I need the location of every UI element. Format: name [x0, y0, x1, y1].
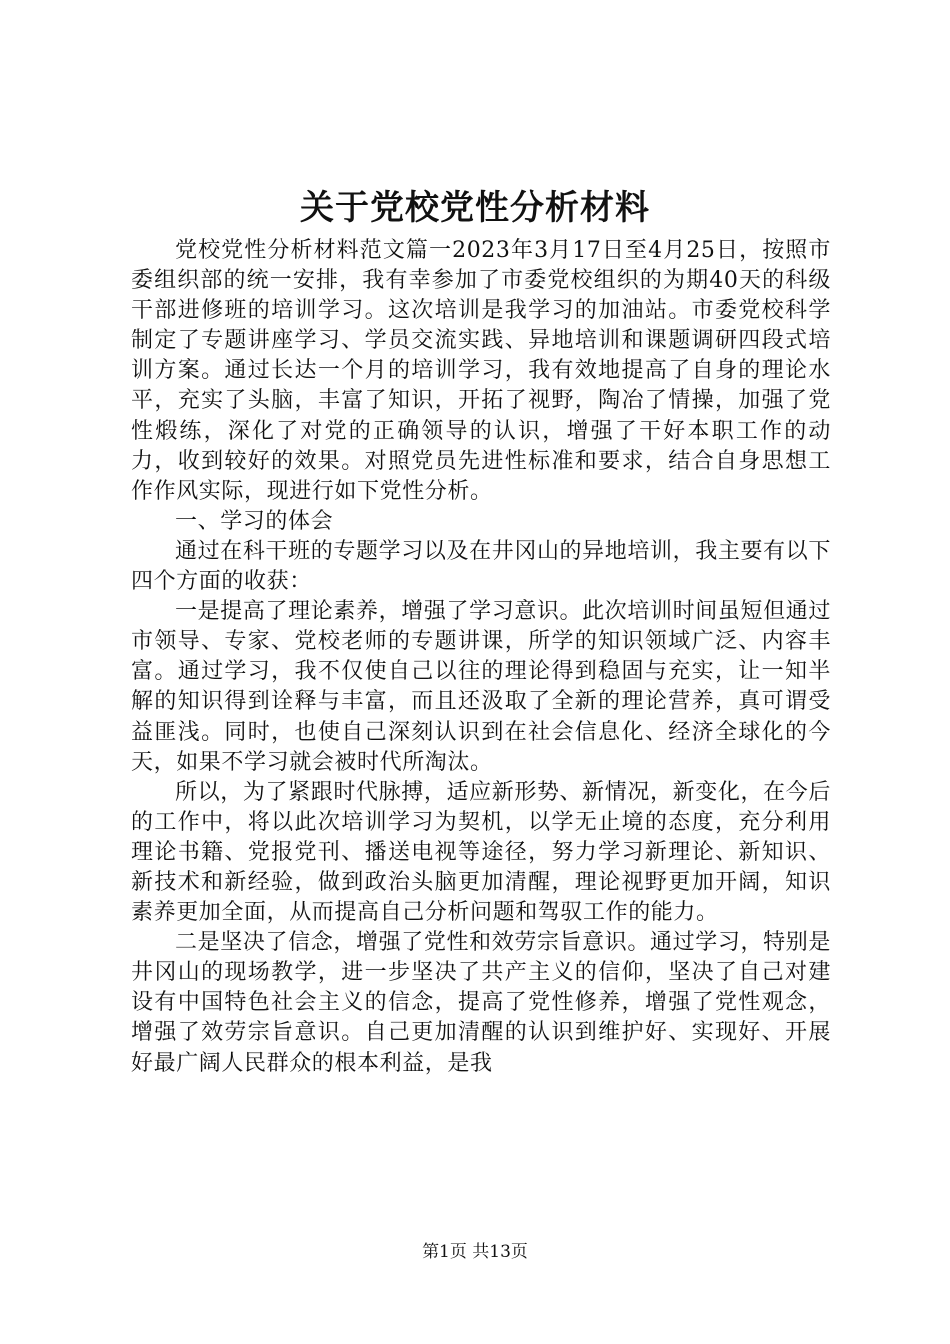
paragraph-gain-one: 一是提高了理论素养，增强了学习意识。此次培训时间虽短但通过市领导、专家、党校老师的专题讲课，所学的知识领域广泛、内容丰富。通过学习，我不仅使自己以往的理论得到稳固与充实，让一知半解的知识得到诠释与丰富，而且还汲取了全新的理论营养，真可谓受益匪浅。同时，也使自己深刻认识到在社会信息化、经济全球化的今天，如果不学习就会被时代所淘汰。 [131, 599, 831, 775]
paragraph-intro: 党校党性分析材料范文篇一2023年3月17日至4月25日，按照市委组织部的统一安排，我有幸参加了市委党校组织的为期40天的科级干部进修班的培训学习。这次培训是我学习的加油站。市委党校科学制定了专题讲座学习、学员交流实践、异地培训和课题调研四段式培训方案。通过长达一个月的培训学习，我有效地提高了自身的理论水平，充实了头脑，丰富了知识，开拓了视野，陶冶了情操，加强了党性煅练，深化了对党的正确领导的认识，增强了干好本职工作的动力，收到较好的效果。对照党员先进性标准和要求，结合自身思想工作作风实际，现进行如下党性分析。 [131, 238, 831, 504]
page-footer: 第1页 共13页 [422, 1242, 528, 1262]
paragraph-gain-two: 二是坚决了信念，增强了党性和效劳宗旨意识。通过学习，特别是井冈山的现场教学，进一步坚决了共产主义的信仰，坚决了自己对建设有中国特色社会主义的信念，提高了党性修养，增强了党性观念，增强了效劳宗旨意识。自己更加清醒的认识到维护好、实现好、开展好最广阔人民群众的根本利益，是我 [131, 930, 831, 1076]
document-title: 关于党校党性分析材料 [300, 188, 650, 228]
document-body [131, 236, 831, 1079]
paragraph-gains-overview: 通过在科干班的专题学习以及在井冈山的异地培训，我主要有以下四个方面的收获： [131, 538, 831, 595]
section-heading-learning-experience: 一、学习的体会 [175, 508, 334, 534]
paragraph-therefore: 所以，为了紧跟时代脉搏，适应新形势、新情况，新变化，在今后的工作中，将以此次培训学习为契机，以学无止境的态度，充分利用理论书籍、党报党刊、播送电视等途径，努力学习新理论、新知识、新技术和新经验，做到政治头脑更加清醒，理论视野更加开阔，知识素养更加全面，从而提高自己分析问题和驾驭工作的能力。 [131, 779, 831, 926]
